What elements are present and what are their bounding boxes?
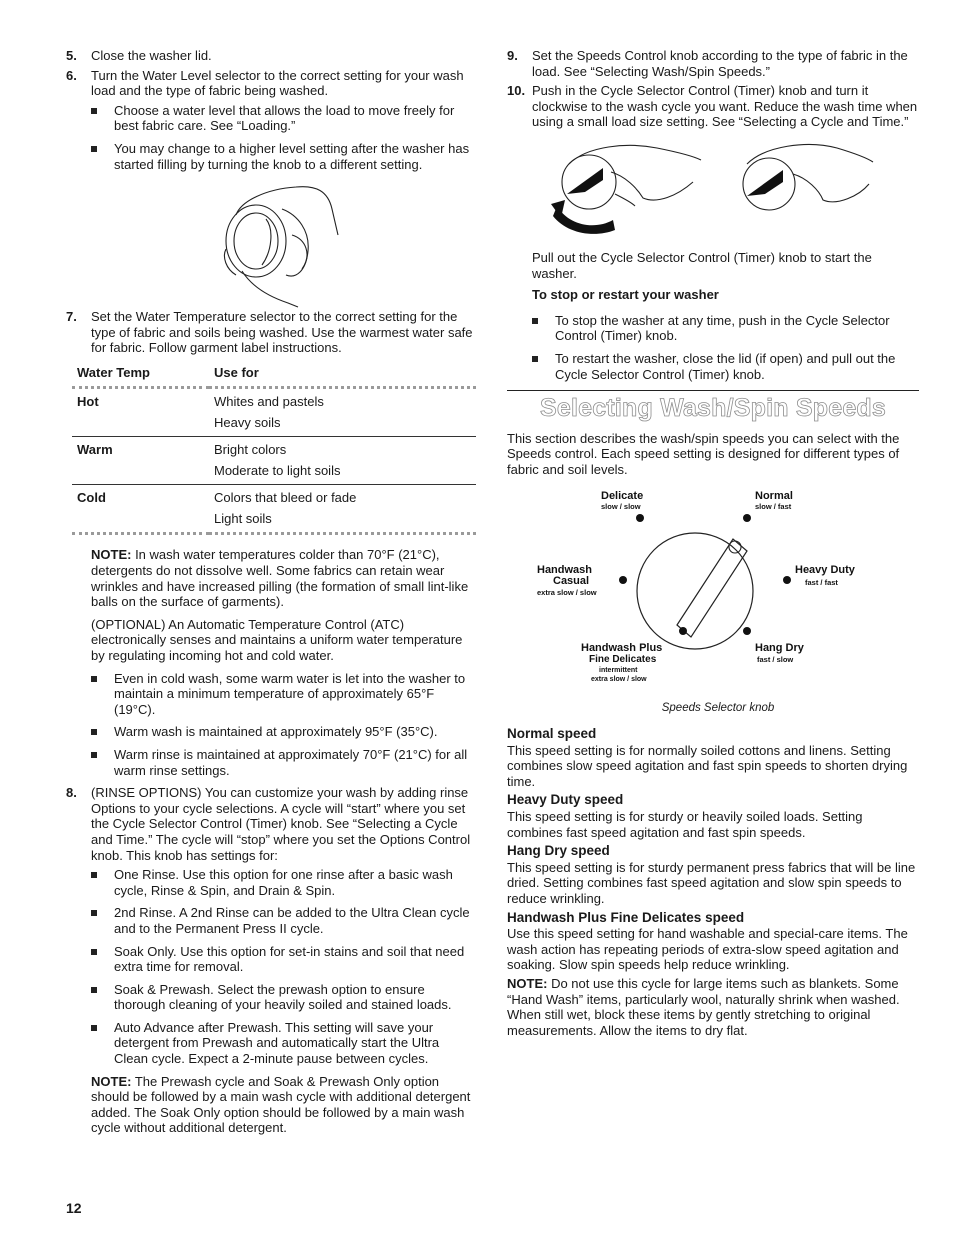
- step-7: 7. Set the Water Temperature selector to the correct setting for the type of fabric and soils being washed. Use the warmest water safe for fabric. Follow garment label instructions.: [66, 309, 473, 356]
- list-item: Soak & Prewash. Select the prewash option to ensure thorough cleaning of your heavily soiled and stained loads.: [66, 982, 476, 1013]
- list-item: Even in cold wash, some warm water is let into the washer to maintain a minimum temperature of approximately 65°F (19°C).: [66, 671, 476, 718]
- arrow-icon: [747, 170, 783, 196]
- table-header: Water Temp Use for: [72, 360, 476, 388]
- left-column: [66, 48, 476, 1143]
- normal-speed-heading: Normal speed: [507, 726, 597, 742]
- svg-text:Heavy Duty: Heavy Duty: [795, 563, 855, 576]
- speeds-intro: This section describes the wash/spin speeds you can select with the Speeds control. Each speed setting is designed for different types of fabric and soil levels.: [507, 430, 900, 477]
- svg-text:Delicate: Delicate: [601, 489, 644, 502]
- cycle-knob-illustration: [507, 134, 919, 244]
- svg-text:Handwash: Handwash: [537, 563, 593, 576]
- table-row: Warm Bright colors Moderate to light soils: [72, 437, 476, 485]
- svg-text:slow / fast: slow / fast: [755, 501, 792, 511]
- water-level-knob-illustration: [66, 179, 476, 309]
- list-item: Warm wash is maintained at approximately 95°F (35°C).: [66, 724, 476, 740]
- list-item: To restart the washer, close the lid (if open) and pull out the Cycle Selector Control (Timer) knob.: [507, 351, 919, 382]
- hand-turning-knob-icon: [66, 179, 476, 309]
- svg-text:fast / fast: fast / fast: [805, 577, 838, 587]
- heavy-duty-speed-heading: Heavy Duty speed: [507, 792, 624, 808]
- note-prewash: NOTE: The Prewash cycle and Soak & Prewash Only option should be followed by a main wash cycle with additional detergent added. The Soak Only option should be followed by a main wash cycle without additional detergent.: [91, 1073, 471, 1136]
- water-temp-table: [72, 360, 476, 536]
- push-turn-knob-icon: [507, 134, 919, 244]
- hang-dry-speed-heading: Hang Dry speed: [507, 843, 610, 859]
- svg-text:Fine Delicates: Fine Delicates: [589, 653, 657, 665]
- svg-text:intermittent: intermittent: [599, 666, 638, 674]
- step-5: 5. Close the washer lid.: [66, 48, 212, 63]
- svg-text:Handwash Plus: Handwash Plus: [581, 641, 663, 654]
- list-item: Choose a water level that allows the load to move freely for best fabric care. See “Loading.”: [66, 103, 476, 134]
- svg-text:extra slow / slow: extra slow / slow: [591, 675, 647, 683]
- svg-text:Casual: Casual: [553, 574, 590, 587]
- note-handwash: NOTE: Do not use this cycle for large items such as blankets. Some “Hand Wash” items, particularly wool, naturally shrink when washed. When still wet, block these items by gently stretching to original measurements. Allow the items to dry flat.: [507, 976, 900, 1038]
- list-item: Warm rinse is maintained at approximately 70°F (21°C) for all warm rinse settings.: [66, 747, 476, 778]
- table-row: Hot Whites and pastels Heavy soils: [72, 388, 476, 437]
- step-8: 8. (RINSE OPTIONS) You can customize your wash by adding rinse Options to your cycle selections. A cycle will “start” where you set the Cycle Selector Control (Timer) knob. See “Selecting a Cycle and Time.” The cycle will “stop” where you set the Options Control knob. This knob has settings for:: [66, 785, 471, 863]
- list-item: Auto Advance after Prewash. This setting will save your detergent from Prewash and automatically start the Ultra Clean cycle. Expect a 2-minute pause between cycles.: [66, 1020, 476, 1067]
- speeds-knob-diagram: [507, 481, 919, 699]
- table-row: Cold Colors that bleed or fade Light soils: [72, 485, 476, 534]
- normal-speed-text: This speed setting is for normally soiled cottons and linens. Setting combines slow speed agitation and fast spin speeds to shorten drying time.: [507, 742, 908, 789]
- pull-out-text: Pull out the Cycle Selector Control (Timer) knob to start the washer.: [532, 249, 872, 281]
- speeds-selector-knob: [507, 481, 919, 699]
- arrow-icon: [567, 168, 603, 194]
- atc-paragraph: (OPTIONAL) An Automatic Temperature Control (ATC) electronically senses and maintains a uniform water temperature by regulating incoming hot and cold water.: [91, 616, 463, 663]
- list-item: One Rinse. Use this option for one rinse after a basic wash cycle, Rinse & Spin, and Drain & Spin.: [66, 867, 476, 898]
- heavy-duty-speed-text: This speed setting is for sturdy or heavily soiled loads. Setting combines fast speed agitation and fast spin speeds.: [507, 809, 863, 840]
- handwash-plus-speed-text: Use this speed setting for hand washable and special-care items. The wash action has repeating periods of extra-slow speed agitation and soaking. Slow spin speeds help reduce wrinkling.: [507, 926, 908, 973]
- handwash-plus-speed-heading: Handwash Plus Fine Delicates speed: [507, 909, 745, 925]
- section-title: Selecting Wash/Spin Speeds: [539, 394, 887, 423]
- step-6: 6. Turn the Water Level selector to the correct setting for your wash load and the type of fabric being washed.: [66, 67, 464, 99]
- section-divider: [507, 390, 919, 391]
- stop-restart-heading: To stop or restart your washer: [532, 287, 719, 303]
- svg-text:slow / slow: slow / slow: [601, 501, 641, 511]
- svg-text:Normal: Normal: [755, 489, 793, 502]
- list-item: 2nd Rinse. A 2nd Rinse can be added to the Ultra Clean cycle and to the Permanent Press II cycle.: [66, 905, 476, 936]
- knob-caption: Speeds Selector knob: [661, 701, 775, 714]
- step-9: 9. Set the Speeds Control knob according to the type of fabric in the load. See “Selecting Wash/Spin Speeds.”: [507, 48, 908, 79]
- page-number: 12: [66, 1200, 82, 1216]
- svg-text:Hang Dry: Hang Dry: [755, 641, 804, 654]
- svg-text:extra slow / slow: extra slow / slow: [537, 587, 597, 597]
- hang-dry-speed-text: This speed setting is for sturdy permanent press fabrics that will be line dried. Setting combines fast speed agitation and slow spin speeds to reduce wrinkling.: [507, 859, 916, 907]
- list-item: You may change to a higher level setting after the washer has started filling by turning the knob to a different setting.: [66, 141, 476, 172]
- right-column: [507, 48, 919, 1041]
- svg-text:fast / slow: fast / slow: [757, 654, 794, 664]
- step-10: 10. Push in the Cycle Selector Control (Timer) knob and turn it clockwise to the wash cycle you want. Reduce the wash time when using a small load size setting. See “Selecting a Cycle and Time.”: [507, 83, 918, 130]
- list-item: Soak Only. Use this option for set-in stains and soil that need extra time for removal.: [66, 944, 476, 975]
- list-item: To stop the washer at any time, push in the Cycle Selector Control (Timer) knob.: [507, 313, 919, 344]
- note-temperature: NOTE: In wash water temperatures colder than 70°F (21°C), detergents do not dissolve well. Some fabrics can retain wear wrinkles and have increased pilling (the formation of small lint-like balls on the surface of garments).: [91, 547, 469, 610]
